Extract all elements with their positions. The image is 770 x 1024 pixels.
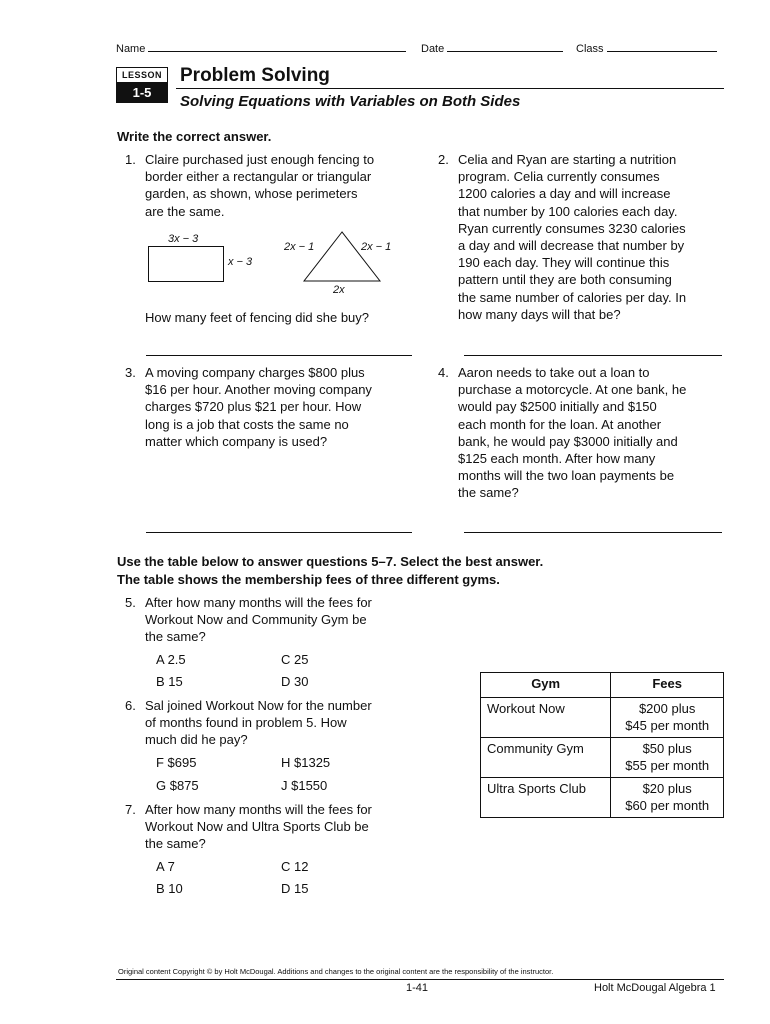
triangle-shape (302, 231, 382, 283)
fee-monthly: $45 per month (625, 717, 710, 733)
fee-base: $20 plus (642, 781, 692, 796)
class-field[interactable] (576, 42, 717, 55)
table-header-row (481, 673, 724, 698)
q7-choice-d[interactable]: D 15 (281, 881, 309, 896)
q5-choice-b[interactable]: B 15 (156, 674, 183, 689)
fee-base: $50 plus (642, 741, 692, 756)
q6-choice-j[interactable]: J $1550 (281, 778, 328, 793)
q3-line: charges $720 plus $21 per hour. How (145, 399, 362, 415)
q5-line: Workout Now and Community Gym be (145, 612, 367, 628)
q6-choice-f[interactable]: F $695 (156, 755, 197, 770)
gym-fee (611, 738, 724, 778)
q2-line: program. Celia currently consumes (458, 169, 660, 185)
date-field[interactable] (421, 42, 563, 55)
title-rule (176, 88, 724, 89)
q1-number: 1. (125, 152, 136, 167)
date-label: Date (421, 43, 445, 55)
q2-line: a day and will decrease that number by (458, 238, 685, 254)
q4-number: 4. (438, 365, 449, 380)
q7-line: After how many months will the fees for (145, 802, 372, 817)
q1-answer-line[interactable] (146, 355, 412, 356)
q4-line: bank, he would pay $3000 initially and (458, 433, 678, 449)
q6-line: much did he pay? (145, 732, 248, 748)
name-label: Name (116, 43, 146, 55)
q6-text (145, 697, 415, 749)
q6-number: 6. (125, 698, 136, 713)
q5-choice-c[interactable]: C 25 (281, 652, 309, 667)
q2-line: how many days will that be? (458, 306, 621, 322)
q7-number: 7. (125, 802, 136, 817)
q3-line: A moving company charges $800 plus (145, 365, 365, 380)
q4-answer-line[interactable] (464, 532, 722, 533)
tri-right-label: 2x − 1 (361, 241, 392, 253)
instructions: Write the correct answer. (117, 129, 272, 144)
q2-answer-line[interactable] (464, 355, 722, 356)
q5-line: the same? (145, 629, 206, 645)
tri-left-label: 2x − 1 (284, 241, 315, 253)
fee-monthly: $55 per month (625, 757, 710, 773)
gym-name: Workout Now (481, 698, 611, 738)
q4-line: months will the two loan payments be (458, 468, 675, 484)
q6-choice-g[interactable]: G $875 (156, 778, 199, 793)
fee-base: $200 plus (638, 701, 696, 716)
lesson-number: 1-5 (116, 83, 168, 103)
q4-line: the same? (458, 485, 519, 501)
q2-line: Celia and Ryan are starting a nutrition (458, 152, 677, 167)
q4-line: would pay $2500 initially and $150 (458, 399, 657, 415)
q2-line: 1200 calories a day and will increase (458, 186, 671, 202)
q1-line: are the same. (145, 203, 225, 219)
page-subtitle: Solving Equations with Variables on Both Sides (180, 93, 521, 110)
q5-line: After how many months will the fees for (145, 595, 372, 610)
gym-name: Ultra Sports Club (481, 778, 611, 818)
lesson-label: LESSON (116, 67, 168, 83)
q7-choice-a[interactable]: A 7 (156, 859, 175, 874)
q2-text (458, 151, 724, 323)
footer-rule (116, 979, 724, 980)
book-title: Holt McDougal Algebra 1 (594, 982, 716, 994)
gym-name: Community Gym (481, 738, 611, 778)
page-number: 1-41 (406, 982, 429, 994)
section2-line2: The table shows the membership fees of three different gyms. (117, 572, 500, 587)
class-blank[interactable] (607, 42, 717, 52)
q1-line: border either a rectangular or triangular (145, 169, 372, 185)
table-row (481, 778, 724, 818)
q7-choice-c[interactable]: C 12 (281, 859, 309, 874)
q4-line: Aaron needs to take out a loan to (458, 365, 650, 380)
class-label: Class (576, 43, 604, 55)
q3-text (145, 364, 415, 450)
lesson-badge (116, 67, 168, 105)
rect-top-label: 3x − 3 (168, 233, 199, 245)
q2-line: pattern until they are both consuming (458, 272, 672, 288)
q2-number: 2. (438, 152, 449, 167)
gym-fees-table (480, 672, 724, 818)
page-title: Problem Solving (180, 65, 330, 86)
q6-line: Sal joined Workout Now for the number (145, 698, 372, 713)
q1-text (145, 151, 415, 220)
table-header-fees: Fees (611, 673, 724, 698)
q7-line: the same? (145, 836, 206, 852)
name-blank[interactable] (148, 42, 406, 52)
q1-line: Claire purchased just enough fencing to (145, 152, 375, 167)
rect-side-label: x − 3 (228, 256, 253, 268)
q5-choice-a[interactable]: A 2.5 (156, 652, 186, 667)
q3-answer-line[interactable] (146, 532, 412, 533)
gym-fee (611, 698, 724, 738)
table-row (481, 698, 724, 738)
table-row (481, 738, 724, 778)
q1-question: How many feet of fencing did she buy? (145, 310, 370, 325)
q7-line: Workout Now and Ultra Sports Club be (145, 819, 369, 835)
q5-choice-d[interactable]: D 30 (281, 674, 309, 689)
fee-monthly: $60 per month (625, 797, 710, 813)
q6-line: of months found in problem 5. How (145, 715, 347, 731)
copyright-notice: Original content Copyright © by Holt McDougal. Additions and changes to the original content are the responsibility of the instructor. (118, 967, 554, 976)
q4-text (458, 364, 724, 502)
q3-line: matter which company is used? (145, 433, 328, 449)
q5-text (145, 594, 415, 646)
q4-line: purchase a motorcycle. At one bank, he (458, 382, 687, 398)
q7-text (145, 801, 415, 853)
gym-fee (611, 778, 724, 818)
q4-line: each month for the loan. At another (458, 416, 662, 432)
q2-line: that number by 100 calories each day. (458, 203, 678, 219)
q3-number: 3. (125, 365, 136, 380)
q2-line: 190 each day. They will continue this (458, 255, 670, 271)
q3-line: long is a job that costs the same no (145, 416, 349, 432)
q4-line: $125 each month. After how many (458, 451, 656, 467)
table-header-gym: Gym (481, 673, 611, 698)
q5-number: 5. (125, 595, 136, 610)
tri-bottom-label: 2x (333, 284, 345, 296)
q1-line: garden, as shown, whose perimeters (145, 186, 358, 202)
q2-line: Ryan currently consumes 3230 calories (458, 220, 686, 236)
q1-figure (146, 231, 416, 301)
q6-choice-h[interactable]: H $1325 (281, 755, 331, 770)
q3-line: $16 per hour. Another moving company (145, 382, 372, 398)
q2-line: the same number of calories per day. In (458, 289, 687, 305)
section2-line1: Use the table below to answer questions 5–7. Select the best answer. (117, 554, 544, 569)
q7-choice-b[interactable]: B 10 (156, 881, 183, 896)
name-field[interactable] (116, 42, 406, 55)
rectangle-shape (148, 246, 224, 282)
date-blank[interactable] (447, 42, 563, 52)
